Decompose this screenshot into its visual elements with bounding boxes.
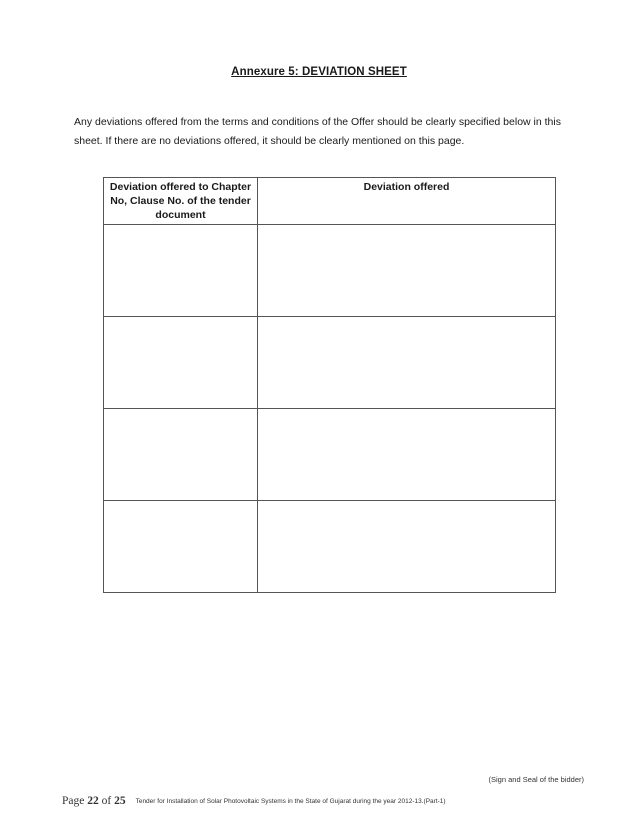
footer-description: Tender for Installation of Solar Photovoltaic Systems in the State of Gujarat during the year 2012-13.(Part-1) — [135, 798, 446, 805]
table-row — [104, 501, 556, 593]
table-header-row — [104, 178, 556, 225]
column-header-clause: Deviation offered to Chapter No, Clause No. of the tender document — [104, 178, 258, 225]
table-cell-clause — [104, 501, 258, 593]
total-pages: 25 — [114, 795, 126, 807]
page-title: Annexure 5: DEVIATION SHEET — [231, 66, 407, 78]
intro-paragraph: Any deviations offered from the terms and conditions of the Offer should be clearly specified below in this sheet. If there are no deviations offered, it should be clearly mentioned on this page. — [74, 116, 561, 147]
page-number: 22 — [87, 795, 99, 807]
table-cell-clause — [104, 409, 258, 501]
table-cell-deviation — [258, 409, 556, 501]
table-cell-deviation — [258, 501, 556, 593]
table-row — [104, 409, 556, 501]
page-indicator — [62, 795, 126, 807]
of-word: of — [101, 795, 112, 807]
table-cell-clause — [104, 317, 258, 409]
table-row — [104, 225, 556, 317]
signature-note: (Sign and Seal of the bidder) — [488, 775, 584, 784]
table-cell-deviation — [258, 225, 556, 317]
deviation-table — [103, 177, 556, 593]
table-cell-clause — [104, 225, 258, 317]
page-footer — [62, 791, 602, 809]
page-word: Page — [62, 795, 85, 807]
column-header-deviation: Deviation offered — [258, 178, 556, 225]
table-row — [104, 317, 556, 409]
table-cell-deviation — [258, 317, 556, 409]
